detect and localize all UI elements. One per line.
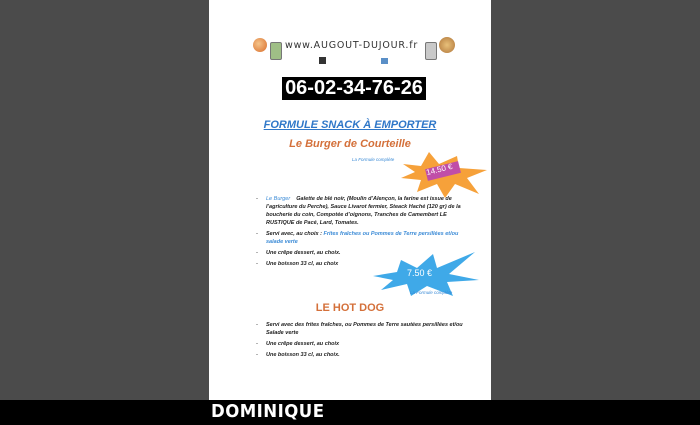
hotdog-items bbox=[256, 322, 466, 363]
list-item: - Une boisson 33 cl, au choix. bbox=[256, 351, 340, 358]
site-url[interactable]: www.AUGOUT-DUJOUR.fr bbox=[285, 40, 419, 51]
burger-price: 14.50 € bbox=[425, 161, 454, 178]
caption-name: DOMINIQUE bbox=[211, 401, 325, 422]
app-icon bbox=[381, 58, 388, 64]
hotdog-note: La Formule complète bbox=[410, 290, 453, 295]
site-logo[interactable] bbox=[249, 36, 459, 72]
document-page bbox=[209, 0, 491, 400]
burger-title: Le Burger de Courteille bbox=[289, 138, 411, 150]
qr-code-icon bbox=[319, 57, 326, 64]
list-item: - Le Burger Galette de blé noir, (Moulin d’Alençon, la farine est issue de l’agriculture du Perche), Sauce Livarot fermier, Steack Haché (120 gr) de la boucherie du coin, Compotée d’oignons, Tranches de Camembert LE RUSTIQUE de Pacé, Lard, Tomates. bbox=[256, 196, 461, 226]
phone-number: 06-02-34-76-26 bbox=[282, 77, 426, 100]
hotdog-price: 7.50 € bbox=[407, 268, 433, 278]
coffee-cup-icon bbox=[253, 38, 267, 52]
phone-icon bbox=[425, 42, 437, 60]
price-burst-orange bbox=[399, 150, 491, 200]
burger-note: La Formule complète bbox=[352, 157, 395, 162]
phone-icon bbox=[270, 42, 282, 60]
hotdog-title: LE HOT DOG bbox=[315, 302, 385, 314]
list-item: - Servi avec des frites fraîches, ou Pommes de Terre sautées persillées et/ou Salade verte bbox=[256, 322, 463, 336]
list-item: - Une boisson 33 cl, au choix bbox=[256, 260, 339, 267]
caption-bar bbox=[0, 400, 700, 425]
formula-title: FORMULE SNACK À EMPORTER bbox=[263, 119, 437, 131]
cookie-icon bbox=[439, 37, 455, 53]
list-item: - Une crêpe dessert, au choix bbox=[256, 340, 340, 347]
list-item: - Une crêpe dessert, au choix. bbox=[256, 249, 341, 256]
list-item: - Servi avec, au choix : Frites fraîches ou Pommes de Terre persillées et/ou salade verte bbox=[256, 230, 459, 245]
